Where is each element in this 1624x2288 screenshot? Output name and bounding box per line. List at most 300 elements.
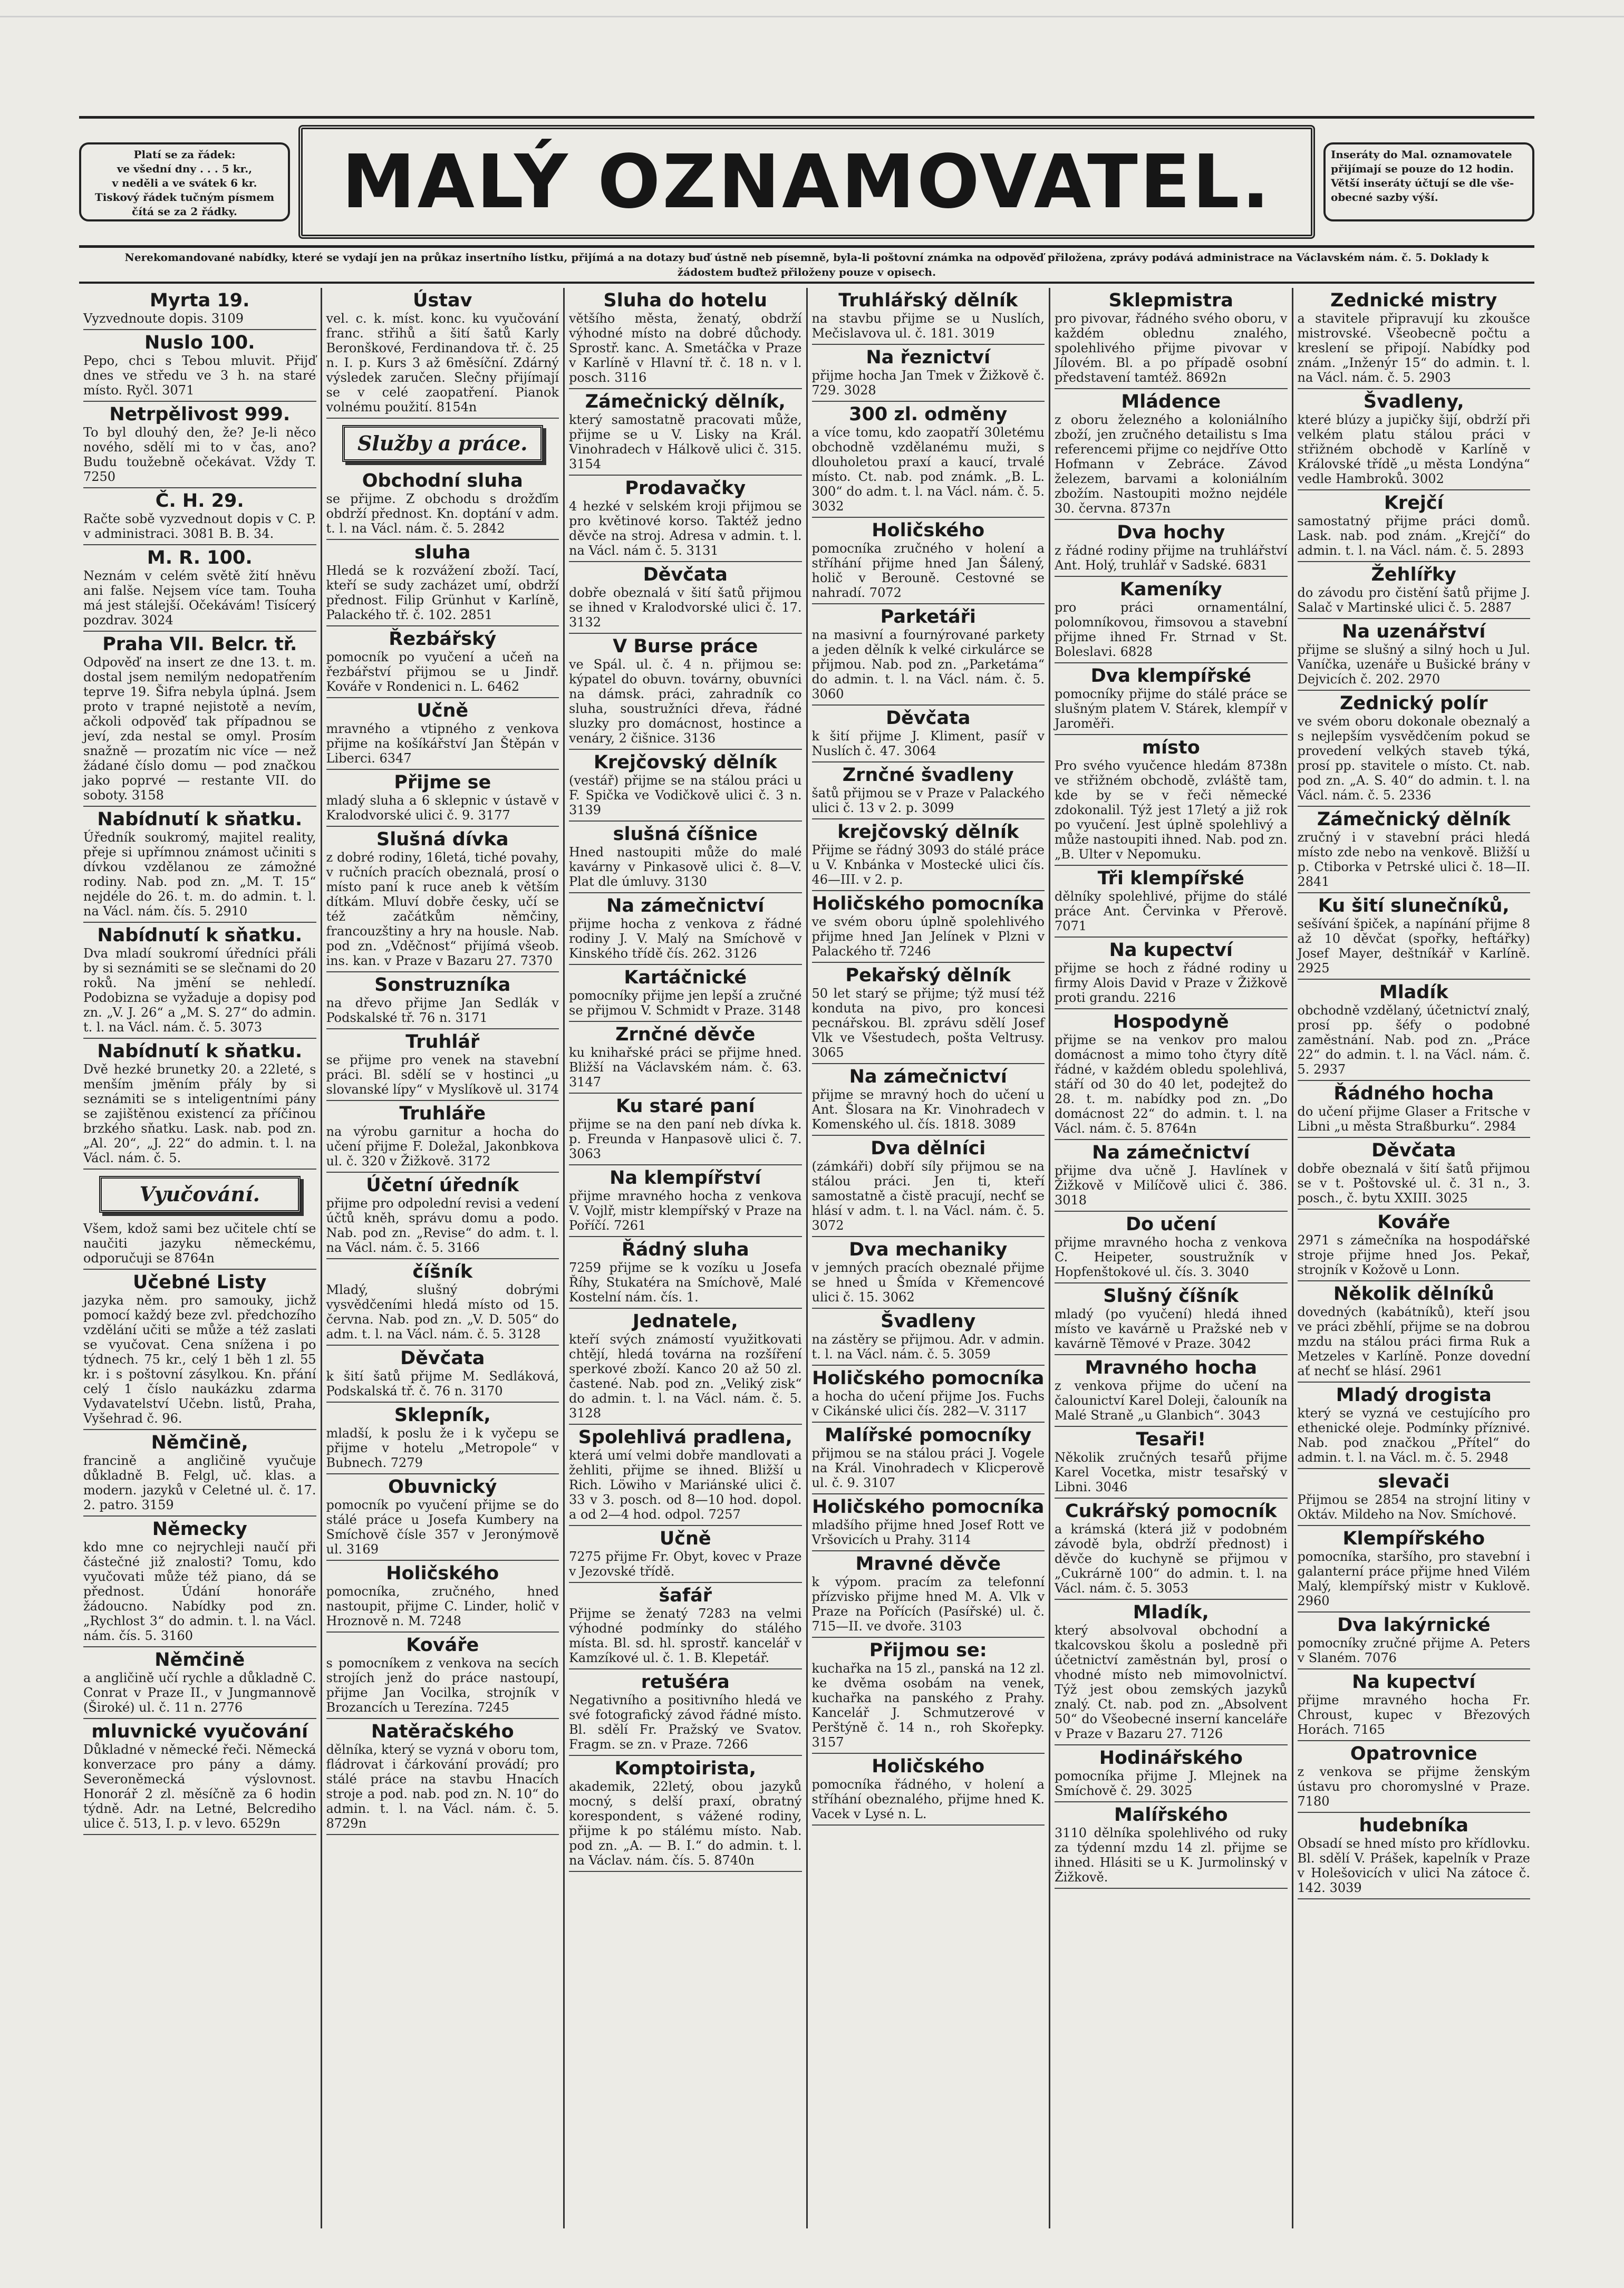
classified-ad xyxy=(812,1551,1045,1638)
ad-text: k výpom. pracím za telefonní přízvisko přijme hned M. A. Vlk v Praze na Pořících (Pasířské) ul. č. 715—II. ve dvoře. 3103 xyxy=(811,1575,1045,1634)
classified-ad xyxy=(569,634,802,750)
ad-heading: 300 zl. odměny xyxy=(849,404,1008,425)
classified-ad xyxy=(569,1583,802,1669)
ad-text: a krámská (která již v podobném závodě byla, obdrží přednost) i děvče do kuchyně se přijmou v „Cukrárně 100“ do admin. t. l. na Václ. nám. č. 5. 3053 xyxy=(1055,1522,1288,1596)
ad-heading: Švadleny xyxy=(881,1311,976,1332)
ad-text: zručný i v stavební práci hledá místo zde nebo na venkově. Bližší u p. Ctiborka v Petrské ulici č. 18—II. 2841 xyxy=(1297,830,1530,889)
ad-text: pro práci ornamentální, polomníkovou, řimsovou a stavební přijme ihned Fr. Strnad v St. Boleslavi. 6828 xyxy=(1055,600,1288,659)
classified-ad xyxy=(569,562,802,634)
ad-heading: Děvčata xyxy=(886,708,971,729)
ad-heading: Nabídnutí k sňatku. xyxy=(97,809,303,830)
insert-info-box xyxy=(1323,142,1534,221)
ad-text: mravného a vtipného z venkova přijme na košíkářství Jan Štěpán v Liberci. 6347 xyxy=(326,721,559,766)
classified-ad xyxy=(83,545,316,632)
ad-heading: Sklepník, xyxy=(394,1405,491,1426)
ad-text: Hned nastoupiti může do malé kavárny v Pinkasově ulici č. 8—V. Plat dle úmluvy. 3130 xyxy=(569,845,802,889)
info-line: obecné sazby výší. xyxy=(1331,191,1438,204)
ad-heading: Na zámečnictví xyxy=(849,1066,1007,1087)
ad-text: dobře obeznalá v šití šatů přijmou se v t. Poštovské ul. č. 31 n., 3. posch., č. bytu XXIII. 3025 xyxy=(1297,1161,1530,1205)
ad-text: Obsadí se hned místo pro křídlovku. Bl. sdělí V. Prášek, kapelník v Praze v Holešovicích v ulici Na zátoce č. 142. 3039 xyxy=(1297,1836,1530,1895)
classified-ad xyxy=(812,1494,1045,1551)
ad-text: přijme hocha z venkova z řádné rodiny J. V. Malý na Smíchově v Kinského třídě čís. 262. 3126 xyxy=(569,916,802,961)
ad-text: a hocha do učení přijme Jos. Fuchs v Cikánské ulici čís. 282—V. 3117 xyxy=(811,1389,1045,1418)
ad-text: který samostatně pracovati může, přijme se u V. Lisky na Král. Vinohradech v Hálkově ulici č. 315. 3154 xyxy=(569,412,802,471)
ad-text: se přijme. Z obchodu s drožďím obdrží přednost. Kn. doptání v adm. t. l. na Václ. nám. č. 5. 2842 xyxy=(326,491,559,536)
pricing-line: Platí se za řádek: xyxy=(133,148,236,161)
ad-text: přijme hocha Jan Tmek v Žižkově č. 729. 3028 xyxy=(811,368,1045,398)
classified-ad xyxy=(812,819,1045,891)
ad-text: a více tomu, kdo zaopatří 30letému obchodně vzdělanému muži, s dlouholetou praxí a kaucí, trvalé místo. Ct. nab. pod známk. „B. L. 300“ do adm. t. l. na Václ. nám. č. 5. 3032 xyxy=(811,425,1045,514)
ad-heading: Netrpělivost 999. xyxy=(109,404,291,425)
ad-heading: Řezbářský xyxy=(389,629,497,650)
classified-ad xyxy=(569,1669,802,1756)
classified-ad xyxy=(569,822,802,893)
classified-ad xyxy=(812,288,1045,345)
classified-ad xyxy=(812,345,1045,402)
ad-text: na dřevo přijme Jan Sedlák v Podskalské tř. 76 n. 3171 xyxy=(326,996,559,1025)
ad-text: do závodu pro čistění šatů přijme J. Salač v Martinské ulici č. 5. 2887 xyxy=(1297,585,1530,615)
ad-text: pomocník po vyučení přijme se do stálé práce u Josefa Kumbery na Smíchově čísle 357 v Jeronýmově ul. 3169 xyxy=(326,1498,559,1557)
ad-text: přijme se na venkov pro malou domácnost a mimo toho čtyry dítě řádné, v každém obledu spolehlivá, stáří od 30 do 40 let, podejtež do 28. t. m. nabídky pod zn. „Do domácnost 22“ do admin. t. l. na Václ. nám. č. 5. 8764n xyxy=(1055,1032,1288,1136)
ad-heading: Klempířského xyxy=(1342,1528,1485,1549)
ad-text: Račte sobě vyzvednout dopis v C. P. v administraci. 3081 B. B. 34. xyxy=(83,511,316,541)
classified-ad xyxy=(1055,1283,1288,1355)
newspaper-page xyxy=(79,116,1534,2236)
ad-heading: Kováře xyxy=(1377,1212,1451,1233)
classified-ad xyxy=(326,468,559,540)
classified-ad xyxy=(83,923,316,1039)
ad-text: z dobré rodiny, 16letá, tiché povahy, v ručních pracích obeznalá, prosí o místo paní k ruce aneb k větším dítkám. Mluví dobře česky, učí se též začátkům němčiny, francouzštiny a hry na housle. Nab. pod zn. „Vděčnost“ přijímá všeob. ins. kan. v Praze v Bazaru 27. 7370 xyxy=(326,850,559,968)
classified-ad xyxy=(1298,1210,1531,1281)
ad-heading: slevači xyxy=(1378,1471,1450,1492)
classified-ad xyxy=(1055,1745,1288,1802)
ad-heading: Na zámečnictví xyxy=(1092,1142,1250,1163)
ad-text: Odpověď na insert ze dne 13. t. m. dostal jsem nemilým nedopatřením teprve 19. Šifra nebyla úplná. Jsem proto v trapné nejistotě a nevím, ačkoli odpověď tak případnou se jeví, zda nestal se omyl. Prosím snažně — prozatím nic více — než žádané číslo domu — pod značkou jako poprvé — restante VII. do soboty. 3158 xyxy=(83,655,316,803)
classified-ad xyxy=(326,1403,559,1474)
classified-ad xyxy=(1298,1741,1531,1813)
ad-heading: sluha xyxy=(414,542,471,563)
ad-text: s pomocníkem z venkova na secích strojích jenž do práce nastoupí, přijme Jan Vocilka, strojník v Brozancích u Terezína. 7245 xyxy=(326,1656,559,1715)
ad-heading: Holičského xyxy=(872,520,985,541)
ad-heading: Děvčata xyxy=(400,1348,485,1369)
ad-text: mladší, k poslu že i k vyčepu se přijme v hotelu „Metropole“ v Bubnech. 7279 xyxy=(326,1426,559,1470)
ad-heading: V Burse práce xyxy=(613,636,758,657)
classified-ad xyxy=(1055,1140,1288,1212)
ad-text: dělníka, který se vyzná v oboru tom, fládrovat i čárkování provádí; pro stálé práce na stavbu Hnacích stroje a pod. nab. pod zn. N. 10“ do admin. t. l. na Václ. nám. č. 5. 8729n xyxy=(326,1742,559,1831)
classified-ad xyxy=(569,1309,802,1425)
classified-ad xyxy=(1298,893,1531,980)
classified-ad xyxy=(1055,1600,1288,1745)
classified-ad xyxy=(326,1474,559,1561)
classified-ad xyxy=(1298,1526,1531,1613)
classified-ad xyxy=(326,626,559,698)
classified-ad xyxy=(812,963,1045,1064)
classified-ad xyxy=(326,698,559,770)
ad-text: 2971 s zámečníka na hospodářské stroje přijme hned Jos. Pekař, strojník v Kožově u Lonn. xyxy=(1297,1233,1530,1277)
ad-text: šatů přijmou se v Praze v Palackého ulici č. 13 v 2. p. 3099 xyxy=(811,786,1045,815)
ad-text: a stavitele připravují ku zkoušce mistrovské. Všeobecně počtu a kreslení se připojí. Nabídky pod znám. „Inženýr 15“ do admin. t. l. na Václ. nám. č. 5. 2903 xyxy=(1297,311,1530,385)
ad-heading: Pekařský dělník xyxy=(845,965,1011,986)
ad-text: přijme dva učně J. Havlínek v Žižkově v Milíčově ulici č. 386. 3018 xyxy=(1055,1163,1288,1208)
ad-heading: Dva lakýrnické xyxy=(1337,1615,1491,1636)
ad-heading: Natěračského xyxy=(371,1721,514,1742)
ad-text: Úředník soukromý, majitel reality, přeje si upřímnou známost učiniti s dívkou vzdělanou ze zámožné rodiny. Nab. pod zn. „M. T. 15“ nejdéle do 26. t. m. do admin. t. l. na Václ. nám. čís. 5. 2910 xyxy=(83,830,316,919)
classified-ad xyxy=(1298,288,1531,389)
ad-heading: Ku staré paní xyxy=(615,1096,755,1117)
ad-heading: Na uzenářství xyxy=(1342,621,1486,642)
ad-heading: Řádný sluha xyxy=(621,1239,749,1260)
ad-text: 7259 přijme se k vozíku u Josefa Říhy, Stukatéra na Smíchově, Malé Kostelní nám. čís. 1. xyxy=(569,1260,802,1305)
ad-heading: Děvčata xyxy=(643,564,728,585)
classified-ad xyxy=(1055,1009,1288,1140)
classified-ad xyxy=(812,1136,1045,1237)
ad-text: z řádné rodiny přijme na truhlářství Ant. Holý, truhlář v Sadské. 6831 xyxy=(1055,543,1288,573)
ad-heading: šafář xyxy=(659,1585,712,1606)
classified-ad xyxy=(812,1366,1045,1423)
classified-ad xyxy=(1298,691,1531,807)
ad-text: pomocníky přijme jen lepší a zručné se přijmou V. Schmidt v Praze. 3148 xyxy=(569,988,802,1018)
ad-text: který se vyzná ve cestujícího pro ethenické oleje. Podmínky příznivé. Nab. pod značkou „Přítel“ do admin. t. l. na Václ. m. č. 5. 2948 xyxy=(1297,1406,1530,1465)
ad-text: Přijme se ženatý 7283 na velmi výhodné podmínky do stálého místa. Bl. sd. hl. sprostř. kancelář v Kamzíkové ul. č. 1. B. Klepetář. xyxy=(569,1606,802,1665)
classified-ad xyxy=(569,1022,802,1094)
ad-text: a angličině učí rychle a důkladně C. Conrat v Praze II., v Jungmannově (Široké) ul. č. 11 n. 2776 xyxy=(83,1671,316,1715)
ad-text: 4 hezké v selském kroji přijmou se pro květinové korso. Taktéž jedno děvče na stroj. Adresa v admin. t. l. na Václ. nám č. 5. 3131 xyxy=(569,499,802,558)
ad-heading: Nabídnutí k sňatku. xyxy=(97,1041,303,1062)
ad-text: pomocníka přijme J. Mlejnek na Smíchově č. 29. 3025 xyxy=(1055,1769,1288,1798)
classified-ad xyxy=(326,1346,559,1403)
classified-ad xyxy=(83,1517,316,1647)
ad-column xyxy=(563,288,806,2228)
ad-text: vel. c. k. míst. konc. ku vyučování franc. střihů a šití šatů Karly Beronškové, Ferdinandova tř. č. 25 n. I. p. Kurs 3 až 6měsíční. Zdárný výsledek zaručen. Slečny přijímají se v celé zaopatření. Pianok volnému použití. 8154n xyxy=(326,311,559,414)
classified-ad xyxy=(1055,938,1288,1009)
classified-ad xyxy=(812,706,1045,762)
ad-heading: Zednické mistry xyxy=(1330,290,1497,311)
classified-ad xyxy=(1298,562,1531,619)
classified-ad xyxy=(83,288,316,330)
ad-heading: Krejčovský dělník xyxy=(593,752,777,773)
ad-heading: Řádného hocha xyxy=(1333,1083,1494,1104)
ad-heading: Kováře xyxy=(406,1635,479,1656)
classified-ad xyxy=(83,488,316,545)
ad-text: mladšího přijme hned Josef Rott ve Vršovicích u Prahy. 3114 xyxy=(811,1518,1045,1547)
ad-text: které blúzy a jupičky šijí, obdrží při velkém platu stálou práci v střižném obchodě v Karlíně v Královské třídě „u města Londýna“ vedle Hambroků. 3002 xyxy=(1297,412,1530,486)
ad-text: dobře obeznalá v šití šatů přijmou se ihned v Kralodvorské ulici č. 17. 3132 xyxy=(569,585,802,630)
ad-text: přijme se hoch z řádné rodiny u firmy Alois David v Praze v Žižkově proti grandu. 2216 xyxy=(1055,961,1288,1005)
ad-column xyxy=(1049,288,1292,2228)
classified-ad xyxy=(812,891,1045,963)
ad-text: pomocníka řádného, v holení a stříhání obeznalého, přijme hned K. Vacek v Lysé n. L. xyxy=(811,1777,1045,1821)
ad-heading: Dva hochy xyxy=(1117,522,1225,543)
ad-heading: Zrnčné děvče xyxy=(615,1024,756,1045)
ad-heading: Mladík xyxy=(1379,982,1448,1003)
ad-text: dělníky spolehlivé, přijme do stálé práce Ant. Červinka v Přerově. 7071 xyxy=(1055,889,1288,933)
classified-ad xyxy=(1055,577,1288,663)
classified-ad xyxy=(1298,1813,1531,1899)
classified-ad xyxy=(1298,1138,1531,1210)
ad-text: ku knihařské práci se přijme hned. Bližší na Václavském nám. č. 63. 3147 xyxy=(569,1045,802,1089)
classified-ad xyxy=(326,1633,559,1719)
ad-heading: hudebníka xyxy=(1359,1815,1468,1836)
ad-text: do učení přijme Glaser a Fritsche v Libni „u města Straßburku“. 2984 xyxy=(1297,1104,1530,1134)
classified-ad xyxy=(812,402,1045,518)
ad-text: Vyzvednoute dopis. 3109 xyxy=(83,311,244,326)
ad-text: 7275 přijme Fr. Obyt, kovec v Praze v Jezovské třídě. xyxy=(569,1549,802,1579)
classified-ad xyxy=(326,540,559,626)
classified-ad xyxy=(1298,807,1531,893)
classified-ad xyxy=(326,1101,559,1173)
classified-ad xyxy=(1298,1613,1531,1669)
ad-heading: Obuvnický xyxy=(388,1476,497,1498)
classified-ad xyxy=(812,518,1045,604)
ad-heading: Nabídnutí k sňatku. xyxy=(97,925,303,946)
ad-heading: Nuslo 100. xyxy=(144,332,255,353)
ad-text: ve svém oboru úplně spolehlivého přijme hned Jan Jelínek v Plzni v Palackého tř. 7246 xyxy=(811,914,1045,959)
classified-ad xyxy=(1055,1355,1288,1427)
ad-heading: Č. H. 29. xyxy=(155,490,244,511)
ad-text: Dva mladí soukromí úředníci přáli by si seznámiti se se slečnami do 20 roků. Na jmění se nehledí. Podobizna se vyžaduje a dopisy pod zn. „V. J. 26“ a „M. S. 27“ do admin. t. l. na Václ. nám. č. 5. 3073 xyxy=(83,946,316,1035)
ad-heading: mluvnické vyučování xyxy=(91,1721,308,1742)
classified-ad xyxy=(83,1039,316,1170)
ad-heading: Holičského pomocníka xyxy=(812,1497,1045,1518)
pricing-line: v neděli a ve svátek 6 kr. xyxy=(112,177,257,189)
classified-ad xyxy=(1055,1499,1288,1600)
ad-heading: Obchodní sluha xyxy=(362,470,523,491)
classified-ad xyxy=(1298,980,1531,1081)
ad-heading: Cukrářský pomocník xyxy=(1065,1501,1277,1522)
ad-text: Pepo, chci s Tebou mluvit. Přijď dnes ve středu ve 3 h. na staré místo. Ryčl. 3071 xyxy=(83,353,316,398)
classified-ad xyxy=(1298,1081,1531,1138)
classified-ad xyxy=(569,1094,802,1165)
classified-ad xyxy=(83,1219,316,1270)
ad-text: k šití přijme J. Kliment, pasíř v Nuslích č. 47. 3064 xyxy=(811,729,1045,758)
ad-heading: Jednatele, xyxy=(632,1311,738,1332)
ad-heading: Mládence xyxy=(1121,391,1221,412)
masthead xyxy=(79,116,1534,248)
classified-ad xyxy=(1055,663,1288,735)
classified-ad xyxy=(1055,1802,1288,1889)
ad-text: Negativního a positivního hledá ve své fotografický závod řádné místo. Bl. sdělí Fr. Pražský ve Svatov. Fragm. se zn. v Praze. 7266 xyxy=(569,1693,802,1752)
ad-text: z venkova přijme do učení na čalounictví Karel Doleji, čalouník na Malé Straně „u Glanbich“. 3043 xyxy=(1055,1378,1288,1423)
ad-text: akademik, 22letý, obou jazyků mocný, s delší praxí, obratný korespondent, s vážené rodiny, přijme k po stálému místo. Nab. pod zn. „A. — B. I.“ do admin. t. l. na Václav. nám. čís. 5. 8740n xyxy=(569,1779,802,1868)
ad-heading: Kameníky xyxy=(1119,579,1222,600)
ad-heading: Kartáčnické xyxy=(624,967,747,988)
ad-heading: Přijme se xyxy=(394,772,491,793)
classified-ad xyxy=(569,288,802,389)
ad-heading: číšník xyxy=(412,1261,473,1282)
ad-text: samostatný přijme práci domů. Lask. nab. pod znám. „Krejčí“ do admin. t. l. na Václ. nám. č. 5. 2893 xyxy=(1297,514,1530,558)
page-title: MALÝ OZNAMOVATEL. xyxy=(298,125,1315,239)
ad-heading: Mladík, xyxy=(1133,1602,1209,1623)
classified-ad xyxy=(83,1719,316,1835)
ad-heading: Zámečnický dělník xyxy=(1317,809,1511,830)
info-line: Větší inseráty účtují se dle vše- xyxy=(1331,177,1514,189)
ad-heading: Ústav xyxy=(413,290,472,311)
classified-ad xyxy=(1298,1469,1531,1526)
ad-text: mladý sluha a 6 sklepnic v ústavě v Kralodvorské ulici č. 9. 3177 xyxy=(326,793,559,823)
ad-heading: Prodavačky xyxy=(625,478,746,499)
ad-text: Mladý, slušný dobrými vysvědčeními hledá místo od 15. června. Nab. pod zn. „V. D. 505“ do adm. t. l. na Václ. nám. č. 5. 3128 xyxy=(326,1282,559,1341)
ad-heading: Učně xyxy=(417,700,469,721)
ad-text: francině a angličině vyučuje důkladně B. Felgl, uč. klas. a modern. jazyků v Celetné ul. č. 17. 2. patro. 3159 xyxy=(83,1453,316,1512)
ad-heading: Dva dělníci xyxy=(871,1138,986,1159)
classified-ad xyxy=(812,1423,1045,1494)
ad-heading: retušéra xyxy=(641,1672,730,1693)
ad-text: pomocníka zručného v holení a stříhání přijme hned Jan Šálený, holič v Berouně. Cestovné se nahradí. 7072 xyxy=(811,541,1045,600)
ad-column xyxy=(321,288,564,2228)
ad-text: na zástěry se přijmou. Adr. v admin. t. l. na Václ. nám. č. 5. 3059 xyxy=(811,1332,1045,1362)
ad-columns xyxy=(79,288,1534,2228)
ad-heading: Dva klempířské xyxy=(1090,665,1251,687)
ad-heading: Slušná dívka xyxy=(376,829,509,850)
classified-ad xyxy=(326,1719,559,1835)
classified-ad xyxy=(326,1259,559,1346)
ad-text: v jemných pracích obeznalé přijme se hned u Šmída v Křemencové ulici č. 15. 3062 xyxy=(811,1260,1045,1305)
ad-text: z venkova se přijme ženským ústavu pro choromyslné v Praze. 7180 xyxy=(1297,1764,1530,1809)
pricing-line: ve všední dny . . . 5 kr., xyxy=(117,162,253,175)
ad-text: ve svém oboru dokonale obeznalý a s nejlepším vysvědčením pokud se provedení velkých staveb týká, prosí pp. stavitele o místo. Ct. nab. pod zn. „A. S. 40“ do admin. t. l. na Václ. nám. č. 5. 2336 xyxy=(1297,714,1530,803)
section-heading: Vyučování. xyxy=(99,1176,301,1213)
ad-text: pomocníka, zručného, hned nastoupit, přijme C. Linder, holič v Hroznově n. M. 7248 xyxy=(326,1584,559,1628)
ad-text: se přijme pro venek na stavební práci. Bl. sdělí se v hostinci „u slovanské lípy“ v Myslíkově ul. 3174 xyxy=(326,1053,559,1097)
classified-ad xyxy=(83,402,316,488)
ad-heading: slušná číšnice xyxy=(613,824,758,845)
ad-heading: Sklepmistra xyxy=(1108,290,1233,311)
classified-ad xyxy=(1055,389,1288,520)
classified-ad xyxy=(812,1237,1045,1309)
ad-text: který absolvoval obchodní a tkalcovskou školu a posledně při účetnictví zaměstnán byl, prosí o vhodné místo neb mimovolnictví. Týž jest obou zemských jazyků znalý. Ct. nab. pod zn. „Absolvent 50“ do Všeobecné inserní kanceláře v Praze v Bazaru 27. 7126 xyxy=(1055,1623,1288,1741)
info-line: přijímají se pouze do 12 hodin. xyxy=(1331,162,1514,175)
ad-heading: Holičského pomocníka xyxy=(812,1368,1045,1389)
ad-text: jazyka něm. pro samouky, jichž pomocí každý beze zvl. předchozího vzdělání učiti se může a též zaslati se vyučovat. Cena snížena i po týdnech. 75 kr., celý 1 běh 1 zl. 55 kr. i s poštovní zásylkou. Kn. přání celý 1 číslo naukázku zdarma Vydavatelství Učebn. listů, Praha, Vyšehrad č. 96. xyxy=(83,1293,316,1426)
ad-text: kuchařka na 15 zl., panská na 12 zl. ke dvěma osobám na venek, kuchařka na panského z Prahy. Kancelář J. Schmutzerové v Perštýně č. 14 n., roh Skořepky. 3157 xyxy=(811,1661,1045,1750)
ad-heading: Myrta 19. xyxy=(150,290,250,311)
ad-heading: Děvčata xyxy=(1371,1140,1456,1161)
info-line: Inseráty do Mal. oznamovatele xyxy=(1331,148,1512,161)
ad-text: přijmou se na stálou práci J. Vogele na Král. Vinohradech v Klicperově ul. č. 9. 3107 xyxy=(811,1446,1045,1490)
ad-text: pomocník po vyučení a učeň na řezbářství přijmou se u Jindř. Kováře v Rondenici n. L. 6462 xyxy=(326,650,559,694)
ad-heading: Komptoirista, xyxy=(614,1758,757,1779)
classified-ad xyxy=(326,288,559,419)
ad-heading: Mravného hocha xyxy=(1085,1357,1258,1378)
ad-text: (vestář) přijme se na stálou práci u F. Spička ve Vodičkově ulici č. 3 n. 3139 xyxy=(569,773,802,817)
ad-heading: Do učení xyxy=(1125,1214,1216,1235)
classified-ad xyxy=(326,1029,559,1101)
masthead-note: Nerekomandované nabídky, které se vydají jen na průkaz insertního lístku, přijímá a na dotazy buď ústně neb písemně, byla-li poštovní známka na odpověď přiložena, zprávy podává administrace na Václavském nám. č. 5. Doklady k žádostem buďtež přiloženy pouze v opisech. xyxy=(79,248,1534,284)
ad-heading: Několik dělníků xyxy=(1333,1283,1494,1305)
ad-heading: Tesaři! xyxy=(1136,1429,1206,1450)
ad-heading: Ku šití slunečníků, xyxy=(1318,895,1510,916)
ad-heading: Opatrovnice xyxy=(1350,1743,1477,1764)
ad-text: Hledá se k rozvážení zboží. Tací, kteří se sudy zacházet umí, obdrží přednost. Filip Grünhut v Karlíně, Palackého tř. č. 102. 2851 xyxy=(326,563,559,622)
section-heading: Služby a práce. xyxy=(342,425,544,462)
ad-column xyxy=(79,288,321,2228)
ad-text: pomocníky zručné přijme A. Peters v Slaném. 7076 xyxy=(1297,1636,1530,1665)
ad-heading: místo xyxy=(1142,737,1200,758)
ad-text: většího města, ženatý, obdrží výhodné místo na dobré důchody. Sprostř. kanc. A. Smetáčka v Praze v Karlíně v Hlavní tř. č. 18 n. v l. posch. 3116 xyxy=(569,311,802,385)
classified-ad xyxy=(326,827,559,972)
ad-heading: Učebné Listy xyxy=(133,1272,267,1293)
ad-heading: Na klempířství xyxy=(610,1167,761,1189)
ad-text: kdo mne co nejrychleji naučí při částečné již znalosti? Tomu, kdo vyučovati může též piano, dá se přednost. Údání honoráře žádoucno. Nabídky pod zn. „Rychlost 3“ do admin. t. l. na Václ. nám. čís. 5. 3160 xyxy=(83,1540,316,1643)
classified-ad xyxy=(569,389,802,476)
classified-ad xyxy=(1055,288,1288,389)
ad-heading: Mladý drogista xyxy=(1336,1385,1492,1406)
ad-text: 3110 dělníka spolehlivého od ruky za týdenní mzdu 14 zl. přijme se ihned. Hlásiti se u K. Jurmolinský v Žižkově. xyxy=(1055,1826,1288,1885)
ad-heading: Truhláře xyxy=(399,1103,486,1124)
ad-text: Přijmou se 2854 na strojní litiny v Oktáv. Mildeho na Nov. Smíchové. xyxy=(1297,1492,1530,1522)
classified-ad xyxy=(569,1425,802,1526)
ad-text: ve Spál. ul. č. 4 n. přijmou se: kýpatel do obuvn. továrny, obuvníci na dámsk. práci, zahradník co sluha, soustružníci dřeva, řádné sluzky pro domácnost, hostince a venáry, 2 čišnice. 3136 xyxy=(569,657,802,746)
classified-ad xyxy=(1298,1383,1531,1469)
ad-heading: Holičského xyxy=(872,1756,985,1777)
ad-heading: Hodinářského xyxy=(1099,1748,1243,1769)
classified-ad xyxy=(812,1754,1045,1826)
pricing-box xyxy=(79,142,290,221)
ad-text: z oboru železného a koloniálního zboží, jen zručného detailistu s Ima referencemi přijme co nejdříve Otto Hofmann v Zebráce. Závod železem, barvami a koloniálním zbožím. Nastoupiti možno nejdéle 30. června. 8737n xyxy=(1055,412,1288,516)
classified-ad xyxy=(569,1165,802,1237)
ad-text: pro pivovar, řádného svého oboru, v každém oblednu znalého, spolehlivého přijme pivovar v Jílovém. Bl. a po případě osobní představení tamtéž. 8692n xyxy=(1055,311,1288,385)
pricing-line: Tiskový řádek tučným písmem xyxy=(94,191,275,204)
ad-text: přijme pro odpolední revisi a vedení účtů kněh, správu domu a podo. Nab. pod zn. „Revise“ do adm. t. l. na Václ. nám. č. 5. 3166 xyxy=(326,1196,559,1255)
classified-ad xyxy=(812,1638,1045,1754)
classified-ad xyxy=(1055,1427,1288,1499)
ad-heading: Malířské pomocníky xyxy=(825,1425,1032,1446)
ad-text: (zámkáři) dobří síly přijmou se na stálou práci. Jen ti, kteří samostatně a čistě pracují, nechť se hlásí v adm. t. l. na Václ. nám. č. 5. 3072 xyxy=(811,1159,1045,1233)
ad-text: přijme mravného hocha z venkova C. Heipeter, soustružník v Hopfenštokové ul. čís. 3. 3040 xyxy=(1055,1235,1288,1279)
ad-text: To byl dlouhý den, že? Je-li něco nového, sdělí mi to v čas, ano? Budu toužebně očekávat. Vždy T. 7250 xyxy=(83,425,316,484)
classified-ad xyxy=(569,965,802,1022)
ad-text: sešívání špiček, a napínání přijme 8 až 10 děvčat (spořky, heftářky) Josef Mayer, deštníkář v Karlíně. 2925 xyxy=(1297,916,1530,976)
ad-heading: Tři klempířské xyxy=(1097,868,1244,889)
classified-ad xyxy=(569,476,802,562)
ad-heading: Zrnčné švadleny xyxy=(842,765,1014,786)
classified-ad xyxy=(569,1526,802,1583)
classified-ad xyxy=(812,1064,1045,1136)
ad-heading: Na kupectví xyxy=(1352,1672,1476,1693)
ad-text: Všem, kdož sami bez učitele chtí se naučiti jazyku německému, odporučuji se 8764n xyxy=(83,1221,316,1266)
ad-text: pomocníka, staršího, pro stavební i galanterní práce přijme hned Vilém Malý, klempířský mistr v Kuklově. 2960 xyxy=(1297,1549,1530,1608)
ad-heading: krejčovský dělník xyxy=(837,822,1019,843)
classified-ad xyxy=(1055,520,1288,577)
ad-heading: Hospodyně xyxy=(1113,1011,1229,1032)
ad-text: přijme mravného hocha z venkova V. Vojlř, mistr klempířský v Praze na Poříčí. 7261 xyxy=(569,1189,802,1233)
ad-text: Přijme se řádný 3093 do stálé práce u V. Knbánka v Mostecké ulici čís. 46—III. v 2. p. xyxy=(811,843,1045,887)
ad-text: 50 let starý se přijme; týž musí též konduta na pivo, pro koncesi pecnářskou. Bl. zprávu sdělí Josef Vlk ve Všestudech, pošta Veltrusy. 3065 xyxy=(811,986,1045,1060)
ad-text: přijme se na den paní neb dívka k. p. Freunda v Hanpasově ulici č. 7. 3063 xyxy=(569,1117,802,1161)
ad-text: dovedných (kabátníků), kteří jsou ve práci zběhlí, přijme se na dobrou mzdu na stálou práci firma Ruk a Metzeles v Karlíně. Ponze dovední ať nechť se hlásí. 2961 xyxy=(1297,1305,1530,1378)
classified-ad xyxy=(1298,490,1531,562)
classified-ad xyxy=(83,1430,316,1517)
pricing-line: čítá se za 2 řádky. xyxy=(132,205,237,218)
classified-ad xyxy=(326,1173,559,1259)
ad-heading: Německy xyxy=(152,1519,247,1540)
ad-text: Několik zručných tesařů přijme Karel Vocetka, mistr tesařský v Libni. 3046 xyxy=(1055,1450,1288,1494)
ad-heading: Holičského pomocníka xyxy=(812,893,1045,914)
ad-text: která umí velmi dobře mandlovati a žehliti, přijme se ihned. Bližší u Rich. Löwiho v Mariánské ulici č. 33 v 3. posch. od 8—10 hod. dopol. a od 2—4 hod. odpol. 7257 xyxy=(569,1448,802,1522)
classified-ad xyxy=(326,1561,559,1633)
classified-ad xyxy=(569,750,802,822)
ad-heading: Zednický polír xyxy=(1340,693,1488,714)
classified-ad xyxy=(83,632,316,807)
ad-heading: Na zámečnictví xyxy=(606,895,765,916)
ad-text: Důkladné v německé řeči. Německá konverzace pro pány a dámy. Severoněmecká výslovnost. Honorář 2 zl. měsíčně za 6 hodin týdně. Adr. na Letné, Belcrediho ulice č. 513, I. p. v levo. 6529n xyxy=(83,1742,316,1831)
scan-edge xyxy=(0,16,1624,17)
ad-text: kteří svých známostí využitkovati chtějí, hledá továrna na rozšíření sperkové zboží. Kanco 20 až 50 zl. častené. Nab. pod zn. „Veliký zisk“ do admin. t. l. na Václ. nám. č. 5. 3128 xyxy=(569,1332,802,1421)
ad-heading: Sonstruzníka xyxy=(374,974,511,996)
ad-text: přijme se mravný hoch do učení u Ant. Šlosara na Kr. Vinohradech v Komenského ul. čís. 1818. 3089 xyxy=(811,1087,1045,1132)
classified-ad xyxy=(1055,866,1288,938)
ad-text: přijme se slušný a silný hoch u Jul. Vaníčka, uzenáře u Bušické brány v Dejvicích č. 202. 2970 xyxy=(1297,642,1530,687)
